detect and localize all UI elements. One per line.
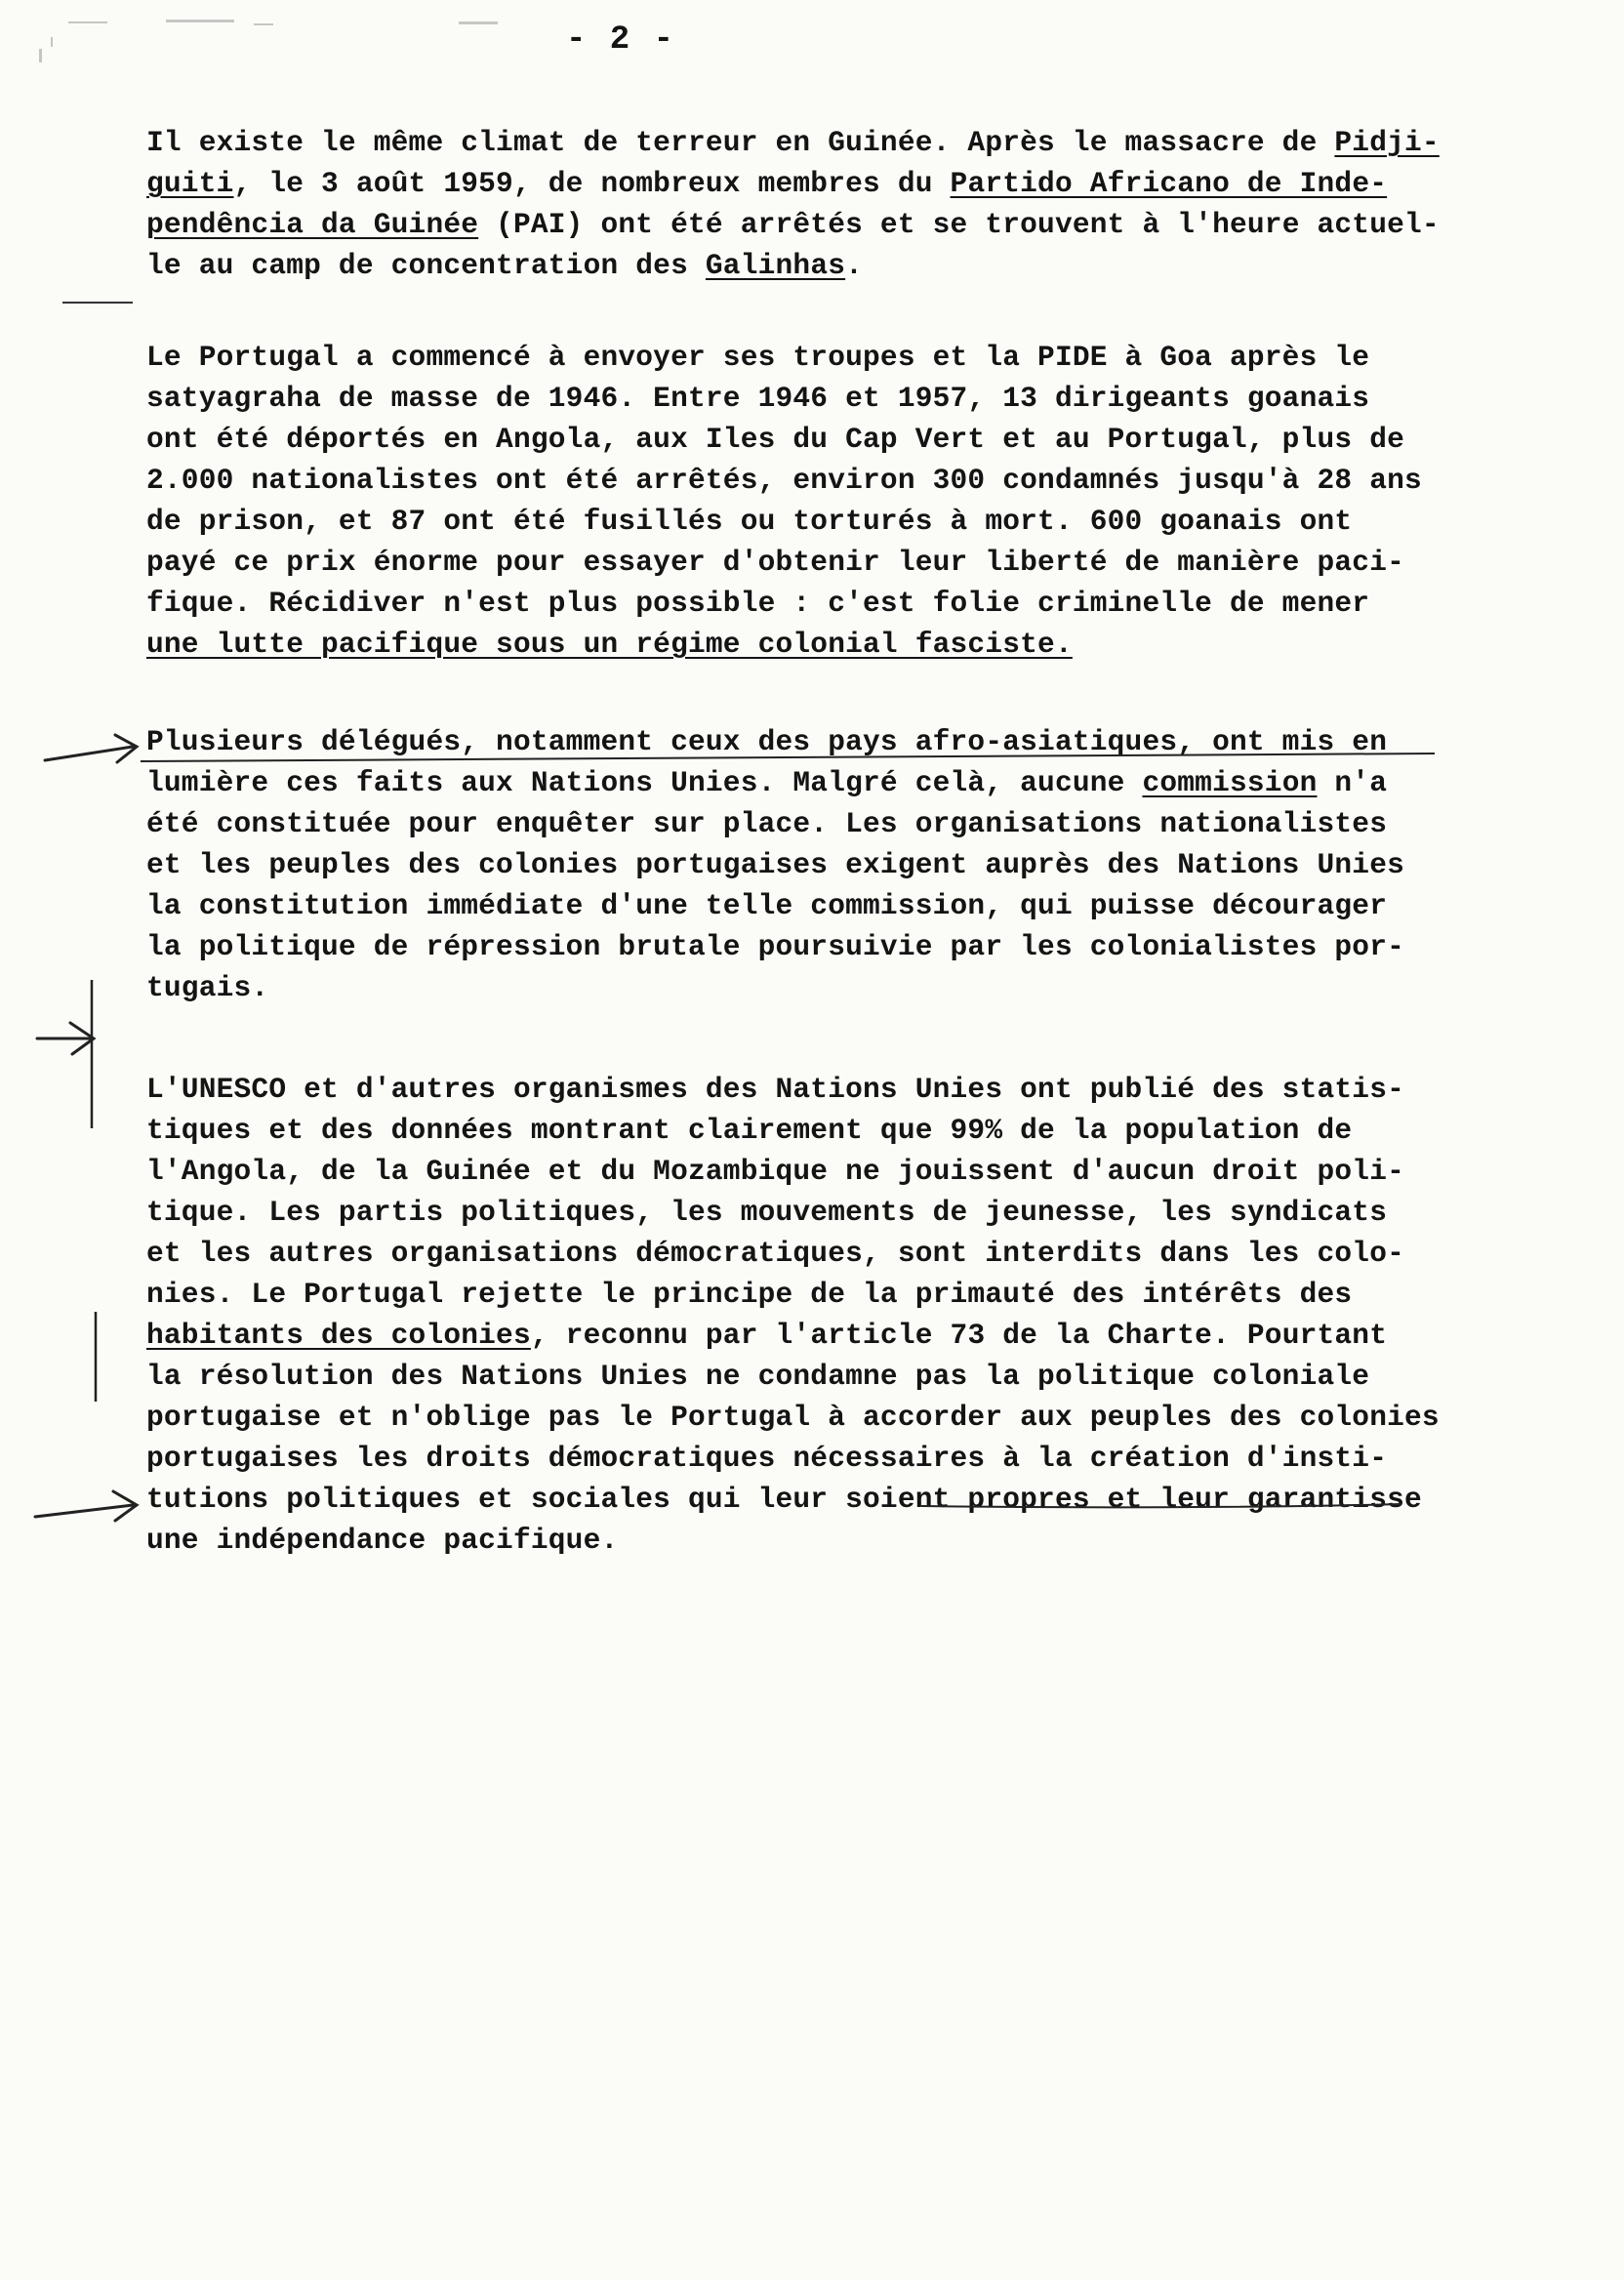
text-run: la politique de répression brutale poursuivie par les colonialistes por- (146, 930, 1405, 963)
text-line (146, 844, 1474, 885)
text-line (146, 1397, 1474, 1438)
text-line (146, 542, 1474, 583)
underlined-text: Partido Africano de Inde- (950, 167, 1388, 200)
document-body (146, 122, 1474, 1561)
text-line (146, 885, 1474, 926)
text-run: n'a (1317, 766, 1388, 799)
text-line (146, 926, 1474, 967)
text-run: (PAI) ont été arrêtés et se trouvent à l'heure actuel- (478, 208, 1440, 241)
handwritten-underline (917, 1498, 1405, 1518)
text-run: portugaise et n'oblige pas le Portugal à accorder aux peuples des colonies (146, 1401, 1440, 1434)
underlined-text: guiti (146, 167, 234, 200)
text-run: Le Portugal a commencé à envoyer ses troupes et la PIDE à Goa après le (146, 341, 1370, 374)
text-line (146, 1110, 1474, 1151)
text-line (146, 967, 1474, 1008)
text-run: l'Angola, de la Guinée et du Mozambique ne jouissent d'aucun droit poli- (146, 1155, 1405, 1188)
text-line (146, 163, 1474, 204)
text-run: payé ce prix énorme pour essayer d'obtenir leur liberté de manière paci- (146, 546, 1405, 579)
paragraph (146, 122, 1474, 286)
margin-bracket-line (86, 976, 98, 1132)
paragraph (146, 337, 1474, 665)
text-line (146, 1151, 1474, 1192)
scan-noise (29, 10, 537, 68)
text-run: et les autres organisations démocratiques, sont interdits dans les colo- (146, 1237, 1405, 1270)
text-line (146, 1520, 1474, 1561)
text-run: , le 3 août 1959, de nombreux membres du (233, 167, 951, 200)
underlined-text: commission (1142, 766, 1318, 799)
text-line (146, 1356, 1474, 1397)
text-line (146, 1233, 1474, 1274)
text-run: Il existe le même climat de terreur en Guinée. Après le massacre de (146, 126, 1335, 159)
text-line (146, 337, 1474, 378)
margin-arrow-icon (31, 1015, 109, 1064)
text-line (146, 378, 1474, 419)
text-run: . (845, 249, 864, 282)
text-run: lumière ces faits aux Nations Unies. Malgré celà, aucune (146, 766, 1143, 799)
underlined-text: Pidji- (1334, 126, 1440, 159)
text-run: 2.000 nationalistes ont été arrêtés, environ 300 condamnés jusqu'à 28 ans (146, 464, 1422, 497)
text-line (146, 624, 1474, 665)
text-run: satyagraha de masse de 1946. Entre 1946 et 1957, 13 dirigeants goanais (146, 382, 1370, 415)
text-line (146, 1438, 1474, 1479)
text-run: tugais. (146, 971, 269, 1004)
margin-arrow-icon (29, 1484, 146, 1532)
text-run: tutions politiques et sociales qui leur soient propres et leur garantisse (146, 1483, 1422, 1516)
text-run: tique. Les partis politiques, les mouvements de jeunesse, les syndicats (146, 1196, 1388, 1229)
text-line (146, 1274, 1474, 1315)
page-number: - 2 - (566, 21, 676, 59)
handwritten-underline (137, 744, 1444, 773)
text-line (146, 583, 1474, 624)
margin-dash-mark (59, 293, 137, 312)
text-run: le au camp de concentration des (146, 249, 706, 282)
text-line (146, 803, 1474, 844)
text-line (146, 1069, 1474, 1110)
underlined-text: habitants des colonies (146, 1319, 531, 1352)
margin-arrow-icon (39, 727, 146, 776)
margin-bracket-line (90, 1308, 102, 1405)
text-run: et les peuples des colonies portugaises exigent auprès des Nations Unies (146, 848, 1405, 881)
text-run: portugaises les droits démocratiques nécessaires à la création d'insti- (146, 1442, 1388, 1475)
text-run: tiques et des données montrant clairement que 99% de la population de (146, 1114, 1353, 1147)
text-run: , reconnu par l'article 73 de la Charte. Pourtant (530, 1319, 1388, 1352)
paragraph (146, 1069, 1474, 1561)
text-line (146, 460, 1474, 501)
text-line (146, 1315, 1474, 1356)
underlined-text: Galinhas (705, 249, 846, 282)
text-run: de prison, et 87 ont été fusillés ou torturés à mort. 600 goanais ont (146, 505, 1353, 538)
text-run: une indépendance pacifique. (146, 1524, 619, 1557)
text-run: ont été déportés en Angola, aux Iles du Cap Vert et au Portugal, plus de (146, 423, 1405, 456)
underlined-text: une lutte pacifique sous un régime colonial fasciste. (146, 628, 1073, 661)
text-run: L'UNESCO et d'autres organismes des Nations Unies ont publié des statis- (146, 1073, 1405, 1106)
text-run: nies. Le Portugal rejette le principe de la primauté des intérêts des (146, 1278, 1353, 1311)
text-line (146, 122, 1474, 163)
text-line (146, 245, 1474, 286)
text-run: la résolution des Nations Unies ne condamne pas la politique coloniale (146, 1360, 1370, 1393)
text-run: fique. Récidiver n'est plus possible : c'est folie criminelle de mener (146, 587, 1370, 620)
text-run: été constituée pour enquêter sur place. Les organisations nationalistes (146, 807, 1388, 840)
text-run: Plusieurs délégués, notamment ceux des pays afro-asiatiques, ont mis en (146, 725, 1388, 758)
text-run: la constitution immédiate d'une telle commission, qui puisse décourager (146, 889, 1388, 922)
underlined-text: pendência da Guinée (146, 208, 479, 241)
text-line (146, 1192, 1474, 1233)
text-line (146, 501, 1474, 542)
text-line (146, 419, 1474, 460)
text-line (146, 204, 1474, 245)
